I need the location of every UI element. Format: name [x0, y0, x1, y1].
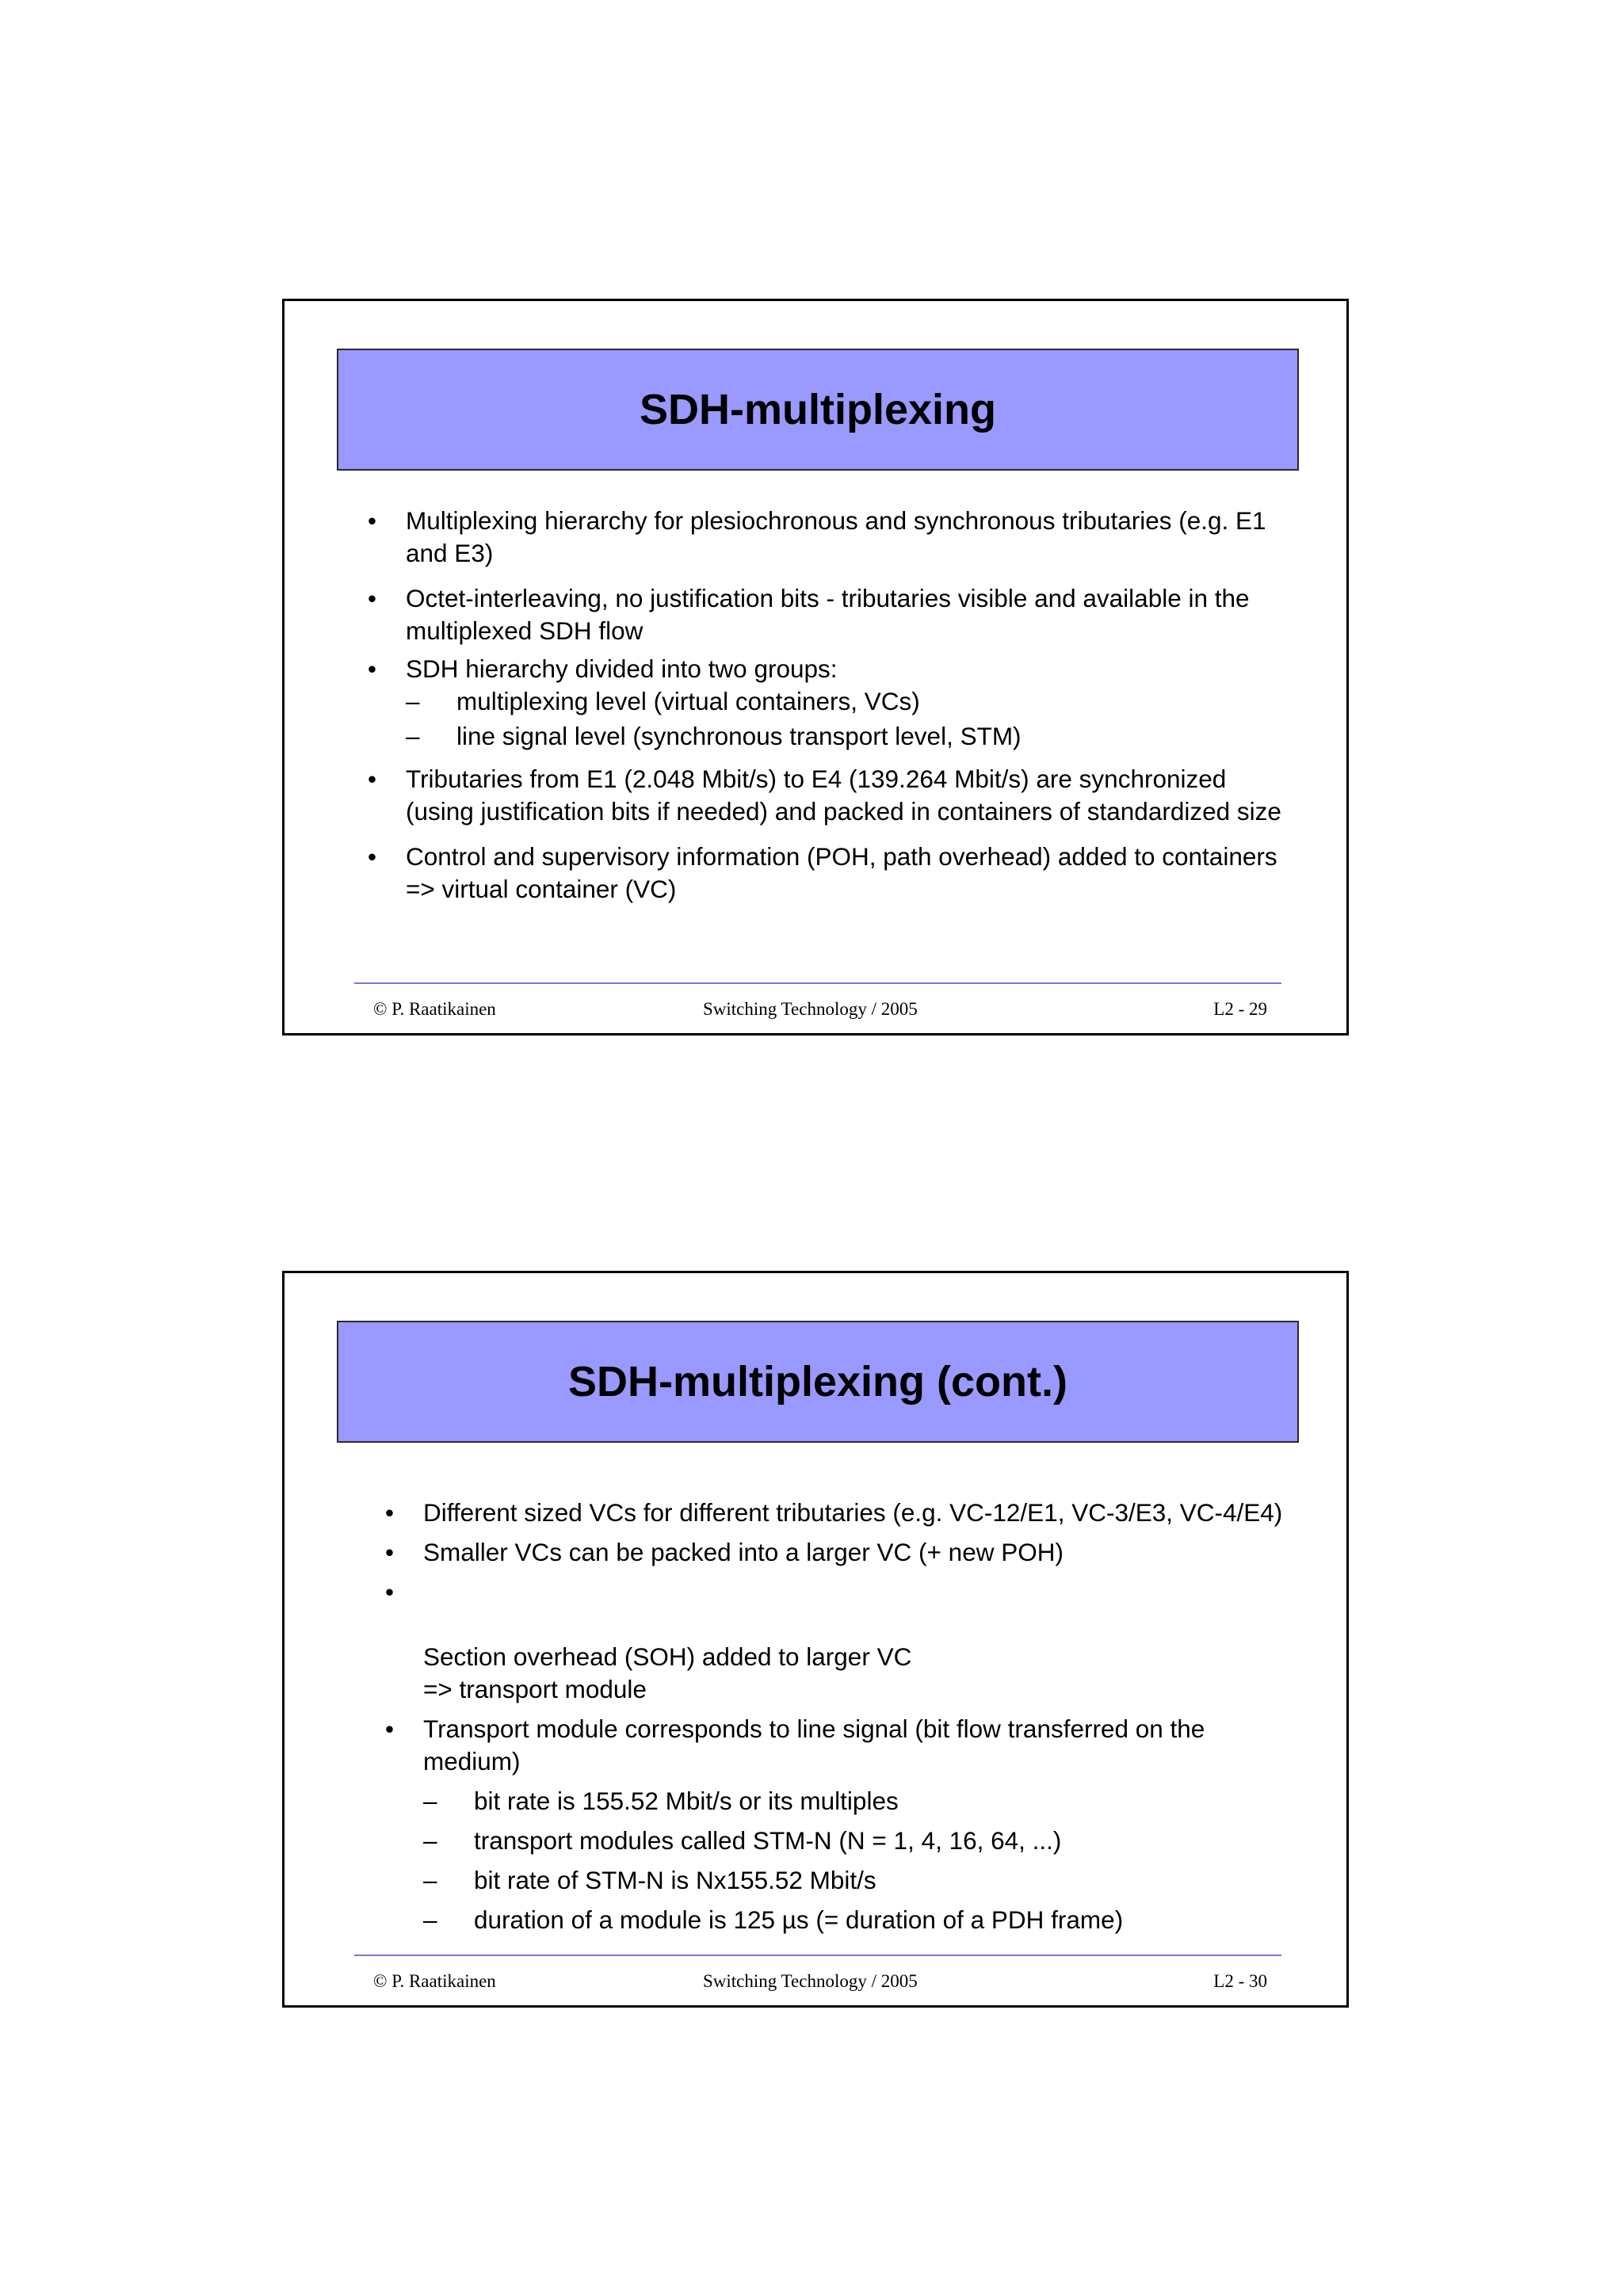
bullet-item	[368, 841, 1287, 906]
bullet-item	[368, 763, 1287, 828]
bullet-text: Control and supervisory information (POH, path overhead) added to containers => virtual container (VC)	[406, 842, 1277, 903]
footer-course: Switching Technology / 2005	[703, 999, 918, 1019]
bullet-item	[385, 1536, 1289, 1569]
slide-l2-29	[282, 299, 1349, 1035]
bullet-glyph: •	[385, 1538, 395, 1566]
dash-glyph: –	[423, 1787, 437, 1815]
bullet-item	[385, 1497, 1289, 1529]
sub-bullet-item	[385, 1825, 1289, 1857]
slide-title-box	[337, 1321, 1299, 1443]
footer-author: © P. Raatikainen	[373, 999, 496, 1019]
bullet-glyph: •	[385, 1498, 395, 1527]
bullet-glyph: •	[385, 1577, 395, 1606]
bullet-text: Transport module corresponds to line signal (bit flow transferred on the medium)	[423, 1714, 1205, 1775]
sub-bullet-text: duration of a module is 125 µs (= duration of a PDH frame)	[474, 1905, 1124, 1934]
bullet-glyph: •	[368, 765, 377, 793]
bullet-text: Octet-interleaving, no justification bits - tributaries visible and available in the multiplexed SDH flow	[406, 584, 1250, 645]
sub-bullet-text: line signal level (synchronous transport level, STM)	[456, 722, 1022, 750]
bullet-glyph: •	[368, 506, 377, 535]
bullet-item	[368, 505, 1287, 570]
bullet-text: Multiplexing hierarchy for plesiochronous and synchronous tributaries (e.g. E1 and E3)	[406, 506, 1266, 567]
bullet-glyph: •	[368, 842, 377, 871]
slide-l2-30	[282, 1271, 1349, 2008]
bullet-text: SDH hierarchy divided into two groups:	[406, 654, 838, 683]
slide-title-box	[337, 349, 1299, 471]
sub-bullet-item	[385, 1785, 1289, 1817]
dash-glyph: –	[406, 722, 420, 750]
bullet-list	[385, 1497, 1289, 1936]
sub-bullet-item	[368, 720, 1287, 753]
footer-page-number: L2 - 29	[1213, 999, 1267, 1019]
bullet-item	[385, 1713, 1289, 1778]
sub-bullet-text: multiplexing level (virtual containers, VCs)	[456, 687, 920, 715]
bullet-text: Section overhead (SOH) added to larger VC => transport module	[423, 1642, 912, 1703]
sub-bullet-item	[368, 685, 1287, 718]
bullet-item	[368, 653, 1287, 685]
bullet-glyph: •	[385, 1714, 395, 1743]
sub-bullet-item	[385, 1904, 1289, 1936]
sub-bullet-text: bit rate is 155.52 Mbit/s or its multiples	[474, 1787, 899, 1815]
slide-title: SDH-multiplexing (cont.)	[568, 1358, 1067, 1405]
footer-divider	[354, 982, 1281, 984]
footer-divider	[354, 1955, 1281, 1956]
dash-glyph: –	[423, 1826, 437, 1855]
bullet-text: Smaller VCs can be packed into a larger VC (+ new POH)	[423, 1538, 1064, 1566]
dash-glyph: –	[423, 1905, 437, 1934]
sub-bullet-text: bit rate of STM-N is Nx155.52 Mbit/s	[474, 1866, 876, 1894]
bullet-item	[368, 582, 1287, 647]
bullet-text: Tributaries from E1 (2.048 Mbit/s) to E4 (139.264 Mbit/s) are synchronized (using justification bits if needed) and packed in containers of standardized size	[406, 765, 1281, 826]
slide-title: SDH-multiplexing	[639, 386, 996, 433]
bullet-list	[368, 505, 1287, 906]
footer-course: Switching Technology / 2005	[703, 1971, 918, 1991]
footer-page-number: L2 - 30	[1213, 1971, 1267, 1991]
bullet-item	[385, 1576, 1289, 1706]
bullet-glyph: •	[368, 584, 377, 612]
sub-bullet-item	[385, 1864, 1289, 1897]
dash-glyph: –	[406, 687, 420, 715]
footer-author: © P. Raatikainen	[373, 1971, 496, 1991]
bullet-glyph: •	[368, 654, 377, 683]
bullet-text: Different sized VCs for different tributaries (e.g. VC-12/E1, VC-3/E3, VC-4/E4)	[423, 1498, 1283, 1527]
sub-bullet-text: transport modules called STM-N (N = 1, 4, 16, 64, ...)	[474, 1826, 1062, 1855]
dash-glyph: –	[423, 1866, 437, 1894]
